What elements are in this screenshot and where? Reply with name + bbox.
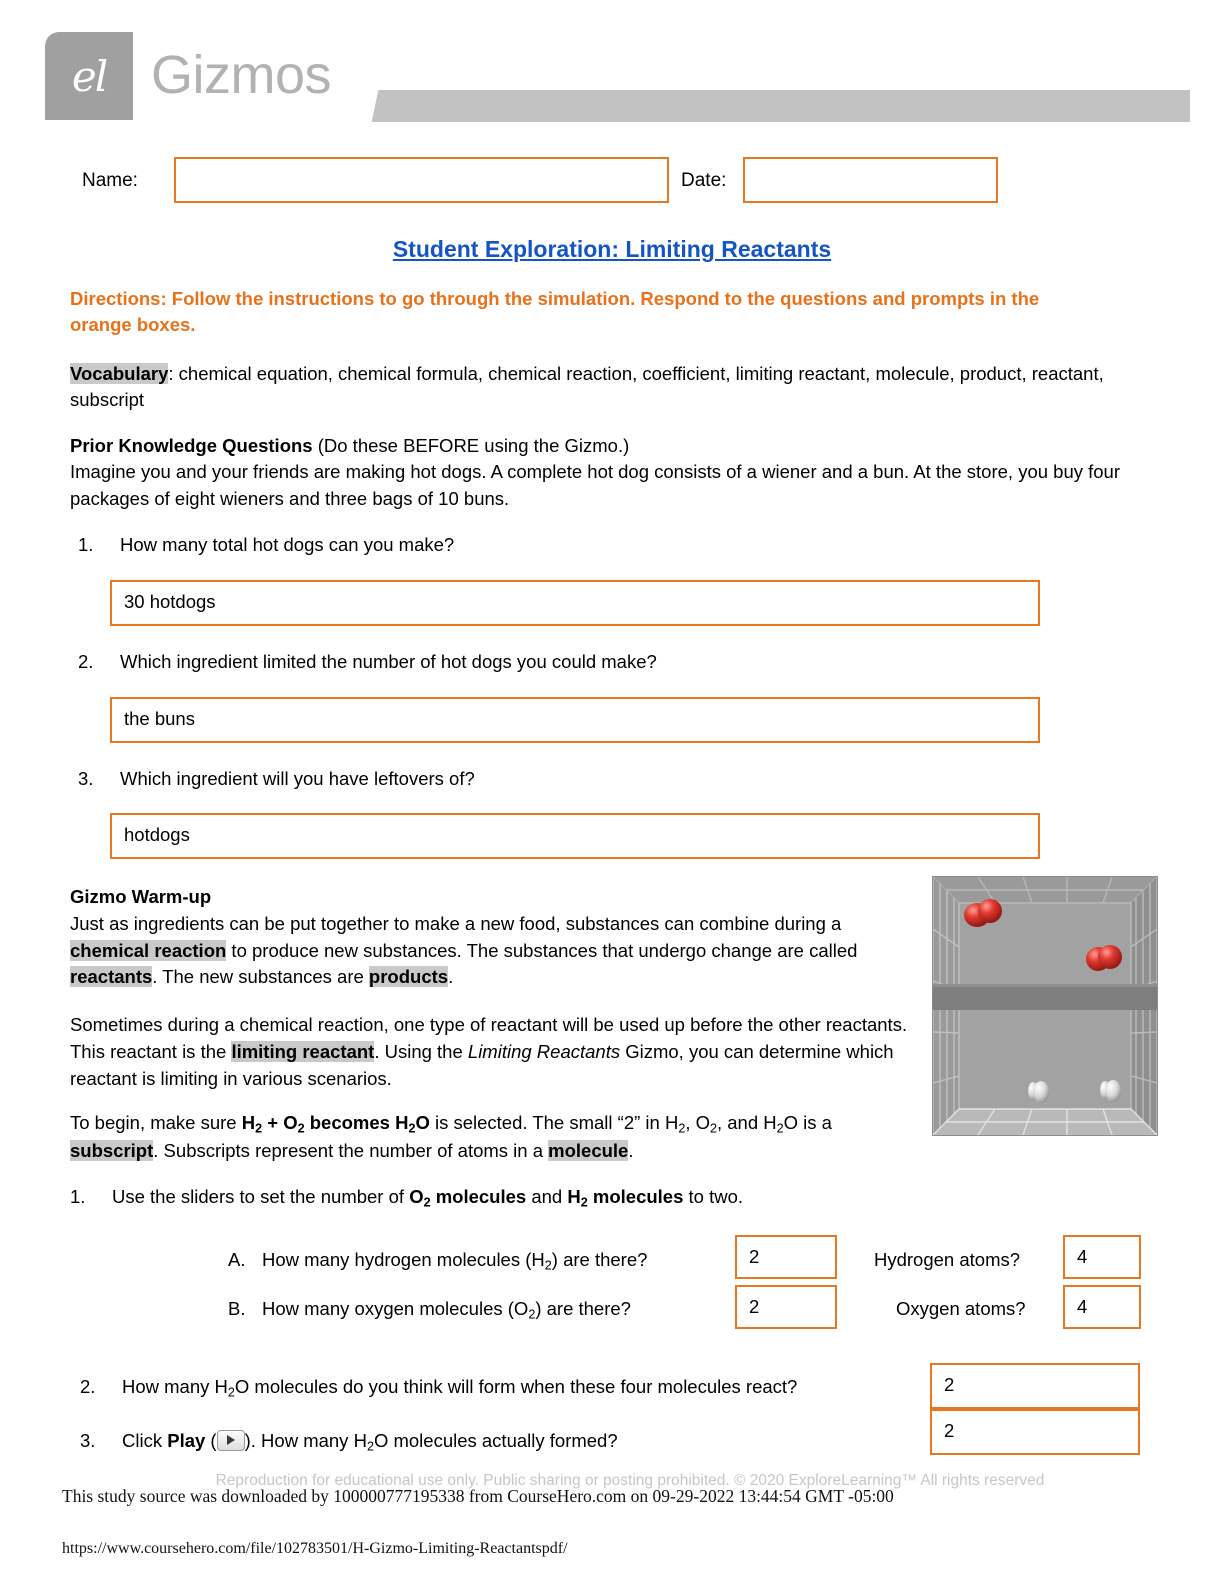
warmup-term-subscript: subscript bbox=[70, 1139, 154, 1161]
directions-text: Directions: Follow the instructions to go through the simulation. Respond to the questions and prompts in the orange boxes. bbox=[70, 288, 1040, 335]
pk-question-3-number: 3. bbox=[78, 768, 94, 789]
pk-question-1-number: 1. bbox=[78, 534, 94, 555]
warmup-p1-c: . The new substances are bbox=[152, 966, 369, 988]
warmup-term-limiting-reactant: limiting reactant bbox=[231, 1040, 375, 1062]
pk-question-2-text: Which ingredient limited the number of hot dogs you could make? bbox=[120, 651, 657, 672]
name-label: Name: bbox=[82, 170, 138, 191]
gizmo-warmup-paragraph-3 bbox=[70, 1110, 915, 1165]
gizmo-question-2-number: 2. bbox=[80, 1376, 96, 1397]
gizmo-answer-3[interactable]: 2 bbox=[930, 1409, 1140, 1455]
prior-knowledge-note: (Do these BEFORE using the Gizmo.) bbox=[312, 435, 630, 456]
gizmo-question-1-text: Use the sliders to set the number of $O_2$ molecules and $H_2$ molecules to two. bbox=[112, 1186, 744, 1210]
warmup-equation: $H_2 + O_2$ becomes $H_2O$ bbox=[241, 1112, 430, 1136]
explorelearning-el-icon: el bbox=[71, 51, 107, 101]
prior-knowledge-heading: Prior Knowledge Questions bbox=[70, 435, 313, 456]
gizmo-warmup-paragraph-2 bbox=[70, 1012, 915, 1092]
gizmo-warmup-heading: Gizmo Warm-up bbox=[70, 886, 212, 907]
gizmo-question-1a-atoms-label: Hydrogen atoms? bbox=[874, 1249, 1021, 1270]
vocabulary-terms: : chemical equation, chemical formula, chemical reaction, coefficient, limiting reactant, molecule, product, reactant, subscript bbox=[70, 363, 1104, 411]
gizmo-question-1a-letter: A. bbox=[228, 1249, 246, 1270]
pk-answer-3[interactable]: hotdogs bbox=[110, 813, 1040, 859]
pk-question-3 bbox=[78, 766, 1078, 792]
gizmo-question-3 bbox=[80, 1428, 940, 1456]
gizmo-question-2-text: How many $H_2O$ molecules do you think will form when these four molecules react? bbox=[122, 1376, 798, 1400]
gizmo-question-3-number: 3. bbox=[80, 1430, 96, 1451]
gizmo-answer-2[interactable]: 2 bbox=[930, 1363, 1140, 1409]
gizmo-question-2 bbox=[80, 1374, 940, 1402]
gizmo-answer-1b-molecules[interactable]: 2 bbox=[735, 1285, 837, 1329]
gizmo-question-1b-letter: B. bbox=[228, 1298, 246, 1319]
gizmo-question-1b-atoms-label: Oxygen atoms? bbox=[896, 1298, 1026, 1319]
coursehero-url: https://www.coursehero.com/file/102783501/H-Gizmo-Limiting-Reactantspdf/ bbox=[62, 1540, 568, 1557]
pk-question-1-text: How many total hot dogs can you make? bbox=[120, 534, 455, 555]
gizmo-answer-1a-atoms[interactable]: 4 bbox=[1063, 1235, 1141, 1279]
warmup-p2-a: Sometimes during a chemical reaction, one type of reactant will be used up before the other reactants. This reactant is the bbox=[70, 1014, 908, 1062]
warmup-p3-c: . Subscripts represent the number of atoms in a bbox=[153, 1139, 549, 1161]
name-date-row bbox=[78, 157, 1138, 205]
pk-question-3-text: Which ingredient will you have leftovers of? bbox=[120, 768, 475, 789]
warmup-p1-d: . bbox=[448, 966, 454, 988]
pk-answer-2[interactable]: the buns bbox=[110, 697, 1040, 743]
name-input[interactable] bbox=[174, 157, 669, 203]
warmup-p1-b: to produce new substances. The substances that undergo change are called bbox=[226, 939, 858, 961]
date-label: Date: bbox=[681, 170, 727, 191]
pk-question-2-number: 2. bbox=[78, 651, 94, 672]
gizmo-warmup-section bbox=[70, 884, 915, 991]
header-gray-banner bbox=[372, 90, 1184, 122]
chamber-svg bbox=[933, 877, 1157, 1135]
warmup-p3-d: . bbox=[628, 1139, 634, 1161]
page-title: Student Exploration: Limiting Reactants bbox=[392, 236, 832, 262]
pk-question-1 bbox=[78, 532, 1078, 558]
date-input[interactable] bbox=[743, 157, 998, 203]
vocabulary-section bbox=[70, 361, 1130, 414]
gizmo-answer-1a-molecules[interactable]: 2 bbox=[735, 1235, 837, 1279]
warmup-p3-b: is selected. The small “2” in $H_2$, $O_2$, and $H_2O$ is a bbox=[429, 1112, 832, 1136]
gizmo-answer-1b-atoms[interactable]: 4 bbox=[1063, 1285, 1141, 1329]
pk-answer-1[interactable]: 30 hotdogs bbox=[110, 580, 1040, 626]
warmup-p3-a: To begin, make sure bbox=[70, 1112, 242, 1133]
warmup-term-chemical-reaction: chemical reaction bbox=[70, 939, 227, 961]
prior-knowledge-section bbox=[70, 433, 1135, 512]
warmup-p1-a: Just as ingredients can be put together to make a new food, substances can combine during a bbox=[70, 912, 842, 934]
warmup-gizmo-name: Limiting Reactants bbox=[467, 1040, 621, 1062]
gizmo-question-1 bbox=[70, 1184, 970, 1212]
coursehero-download-notice: This study source was downloaded by 100000777195338 from CourseHero.com on 09-29-2022 13:44:54 GMT -05:00 bbox=[62, 1486, 894, 1506]
warmup-p2-c: Gizmo, you can determine which reactant is limiting in various scenarios. bbox=[70, 1040, 894, 1089]
copyright-notice: Reproduction for educational use only. Public sharing or posting prohibited. © 2020 ExploreLearning™ All rights reserved bbox=[215, 1472, 1045, 1489]
pk-question-2 bbox=[78, 649, 1078, 675]
warmup-term-reactants: reactants bbox=[70, 966, 153, 988]
warmup-term-products: products bbox=[368, 966, 449, 988]
warmup-term-molecule: molecule bbox=[548, 1139, 629, 1161]
vocabulary-label: Vocabulary bbox=[70, 363, 169, 384]
brand-wordmark: Gizmos bbox=[151, 45, 332, 105]
gizmo-question-3-text: Click Play ( ). How many $H_2O$ molecules actually formed? bbox=[122, 1430, 618, 1454]
gizmo-question-1a-text: How many hydrogen molecules $(H_2)$ are there? bbox=[262, 1249, 648, 1273]
gizmo-question-1-number: 1. bbox=[70, 1186, 86, 1207]
warmup-p2-b: . Using the bbox=[374, 1040, 468, 1062]
header-gray-banner-cap bbox=[1168, 90, 1190, 122]
play-icon[interactable] bbox=[217, 1430, 245, 1451]
prior-knowledge-intro: Imagine you and your friends are making hot dogs. A complete hot dog consists of a wiener and a bun. At the store, you buy four packages of eight wieners and three bags of 10 buns. bbox=[70, 461, 1121, 509]
gizmo-question-1b-text: How many oxygen molecules $(O_2)$ are there? bbox=[262, 1298, 631, 1322]
play-label: Play bbox=[167, 1430, 206, 1451]
gizmo-simulation-image bbox=[932, 876, 1158, 1136]
page-header bbox=[45, 32, 1180, 122]
